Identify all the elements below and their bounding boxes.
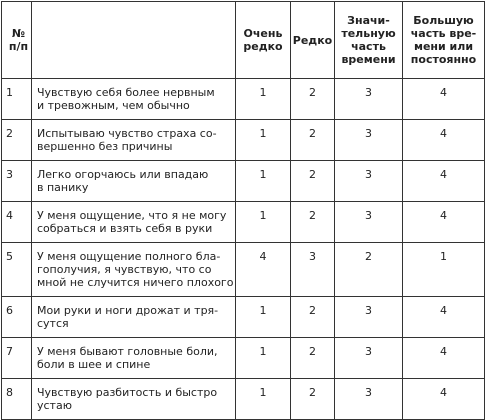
score-rarely: 3 (291, 243, 335, 297)
score-rarely: 2 (291, 202, 335, 243)
header-num: № п/п (2, 2, 32, 79)
table-row (2, 243, 485, 297)
header-very-rarely: Очень редко (236, 2, 291, 79)
table-row (2, 120, 485, 161)
score-very-rarely: 4 (236, 243, 291, 297)
score-rarely: 2 (291, 161, 335, 202)
header-rarely: Редко (291, 2, 335, 79)
score-significant-time: 3 (335, 120, 403, 161)
score-rarely: 2 (291, 79, 335, 120)
anxiety-scale-table (1, 1, 485, 420)
score-most-time: 4 (403, 79, 485, 120)
score-rarely: 2 (291, 338, 335, 379)
score-significant-time: 2 (335, 243, 403, 297)
score-most-time: 1 (403, 243, 485, 297)
header-most-time: Большую часть вре- мени или постоянно (403, 2, 485, 79)
table-row (2, 379, 485, 420)
row-statement: Легко огорчаюсь или впадаю в панику (32, 161, 236, 202)
score-very-rarely: 1 (236, 79, 291, 120)
score-very-rarely: 1 (236, 379, 291, 420)
row-number: 6 (2, 297, 32, 338)
table-row (2, 297, 485, 338)
score-very-rarely: 1 (236, 202, 291, 243)
table-header-row (2, 2, 485, 79)
row-statement: Мои руки и ноги дрожат и тря- сутся (32, 297, 236, 338)
row-statement: Чувствую разбитость и быстро устаю (32, 379, 236, 420)
table-row (2, 202, 485, 243)
table-row (2, 79, 485, 120)
row-number: 1 (2, 79, 32, 120)
score-most-time: 4 (403, 297, 485, 338)
header-significant-time: Значи- тельную часть времени (335, 2, 403, 79)
row-number: 4 (2, 202, 32, 243)
score-significant-time: 3 (335, 79, 403, 120)
row-number: 2 (2, 120, 32, 161)
row-number: 8 (2, 379, 32, 420)
row-number: 7 (2, 338, 32, 379)
score-most-time: 4 (403, 379, 485, 420)
row-statement: У меня ощущение, что я не могу собраться и взять себя в руки (32, 202, 236, 243)
score-significant-time: 3 (335, 161, 403, 202)
score-most-time: 4 (403, 120, 485, 161)
row-statement: Испытываю чувство страха со- вершенно без причины (32, 120, 236, 161)
row-number: 5 (2, 243, 32, 297)
table-row (2, 338, 485, 379)
score-very-rarely: 1 (236, 120, 291, 161)
score-most-time: 4 (403, 338, 485, 379)
score-significant-time: 3 (335, 338, 403, 379)
score-significant-time: 3 (335, 202, 403, 243)
score-most-time: 4 (403, 202, 485, 243)
row-number: 3 (2, 161, 32, 202)
score-rarely: 2 (291, 297, 335, 338)
score-significant-time: 3 (335, 379, 403, 420)
score-significant-time: 3 (335, 297, 403, 338)
score-very-rarely: 1 (236, 161, 291, 202)
score-very-rarely: 1 (236, 338, 291, 379)
score-most-time: 4 (403, 161, 485, 202)
score-rarely: 2 (291, 120, 335, 161)
score-rarely: 2 (291, 379, 335, 420)
row-statement: Чувствую себя более нервным и тревожным, чем обычно (32, 79, 236, 120)
table-row (2, 161, 485, 202)
row-statement: У меня ощущение полного бла- гополучия, я чувствую, что со мной не случится ничего плохого (32, 243, 236, 297)
header-statement (32, 2, 236, 79)
row-statement: У меня бывают головные боли, боли в шее и спине (32, 338, 236, 379)
score-very-rarely: 1 (236, 297, 291, 338)
